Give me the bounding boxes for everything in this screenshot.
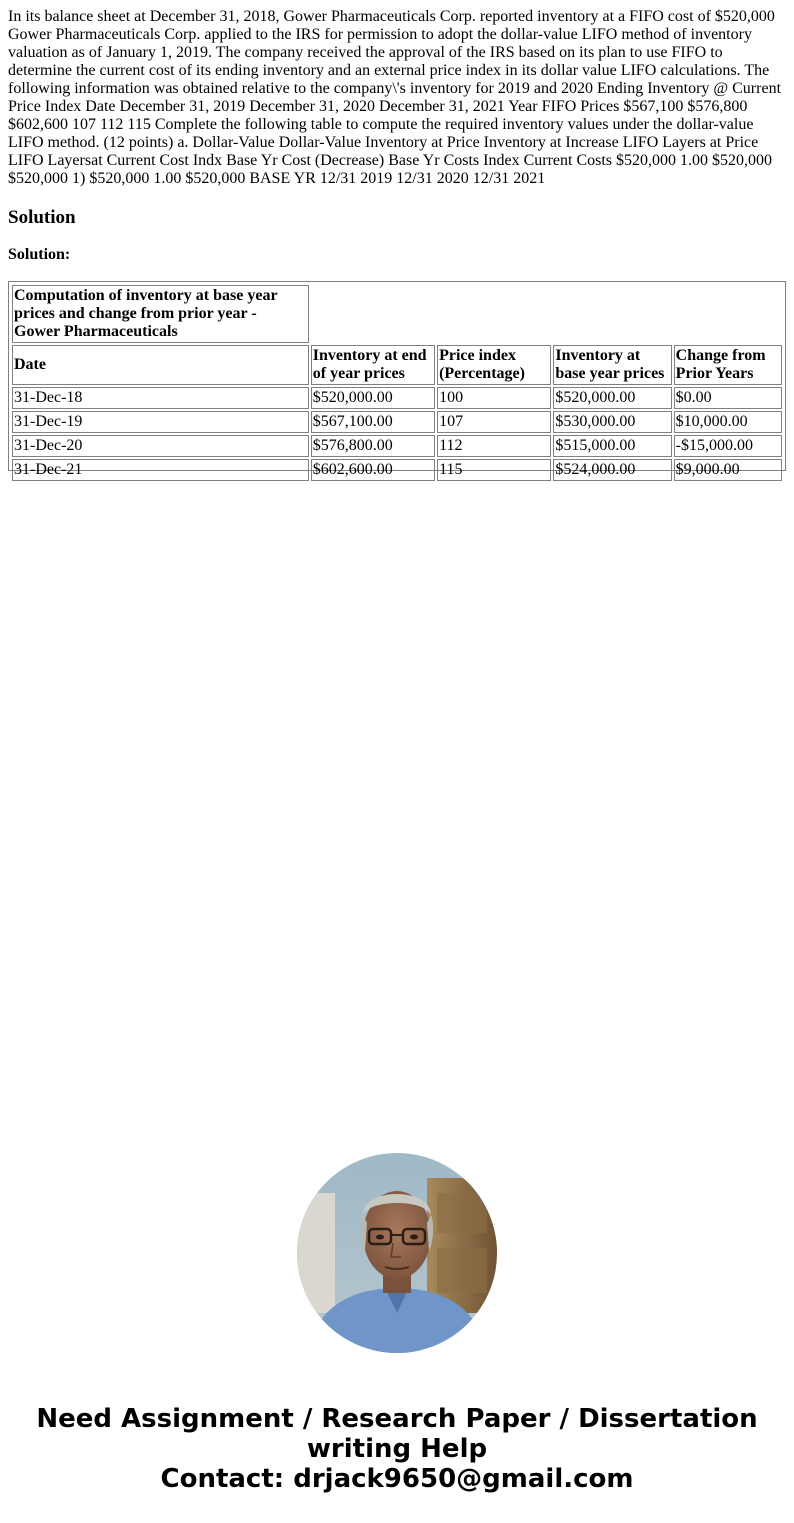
header-price-index: Price index (Percentage) xyxy=(437,345,551,385)
cell-date: 31-Dec-19 xyxy=(12,411,309,433)
table-row xyxy=(12,435,782,457)
cell-price-index: 100 xyxy=(437,387,551,409)
cell-date: 31-Dec-20 xyxy=(12,435,309,457)
table-row xyxy=(12,387,782,409)
author-avatar xyxy=(297,1153,497,1353)
ad-contact: Contact: drjack9650@gmail.com xyxy=(160,1464,634,1494)
cell-price-index: 115 xyxy=(437,459,551,481)
cell-date: 31-Dec-21 xyxy=(12,459,309,481)
assignment-help-ad xyxy=(0,1404,794,1494)
inventory-table xyxy=(10,283,784,483)
solution-label: Solution: xyxy=(8,246,71,263)
table-caption-row xyxy=(12,285,782,343)
cell-change: $0.00 xyxy=(674,387,782,409)
cell-price-index: 107 xyxy=(437,411,551,433)
cell-change: -$15,000.00 xyxy=(674,435,782,457)
cell-date: 31-Dec-18 xyxy=(12,387,309,409)
solution-table-container xyxy=(8,281,786,478)
ad-line-1: Need Assignment / Research Paper / Dissertation xyxy=(36,1404,758,1434)
author-portrait-image xyxy=(297,1153,497,1353)
ad-line-2: writing Help xyxy=(306,1434,488,1464)
header-change: Change from Prior Years xyxy=(674,345,782,385)
question-text: In its balance sheet at December 31, 2018, Gower Pharmaceuticals Corp. reported inventory at a FIFO cost of $520,000 Gower Pharmaceuticals Corp. applied to the IRS for permission to adopt the dollar-value LIFO method of inventory valuation as of January 1, 2019. The company received the approval of the IRS based on its plan to use FIFO to determine the current cost of its ending inventory and an external price index in its dollar value LIFO calculations. The following information was obtained relative to the company\'s inventory for 2019 and 2020 Ending Inventory @ Current Price Index Date December 31, 2019 December 31, 2020 December 31, 2021 Year FIFO Prices $567,100 $576,800 $602,600 107 112 115 Complete the following table to compute the required inventory values under the dollar-value LIFO method. (12 points) a. Dollar-Value Dollar-Value Inventory at Price Inventory at Increase LIFO Layers at Price LIFO Layersat Current Cost Indx Base Yr Cost (Decrease) Base Yr Costs Index Current Costs $520,000 1.00 $520,000 $520,000 1) $520,000 1.00 $520,000 BASE YR 12/31 2019 12/31 2020 12/31 2021 xyxy=(8,8,782,187)
table-header-row xyxy=(12,345,782,385)
cell-inventory-base: $524,000.00 xyxy=(553,459,671,481)
cell-change: $9,000.00 xyxy=(674,459,782,481)
cell-inventory-end: $567,100.00 xyxy=(311,411,435,433)
table-row xyxy=(12,459,782,481)
cell-inventory-base: $530,000.00 xyxy=(553,411,671,433)
cell-inventory-end: $520,000.00 xyxy=(311,387,435,409)
cell-inventory-base: $520,000.00 xyxy=(553,387,671,409)
cell-inventory-base: $515,000.00 xyxy=(553,435,671,457)
caption-spacer xyxy=(311,285,782,343)
cell-price-index: 112 xyxy=(437,435,551,457)
cell-inventory-end: $576,800.00 xyxy=(311,435,435,457)
table-row xyxy=(12,411,782,433)
cell-inventory-end: $602,600.00 xyxy=(311,459,435,481)
header-date: Date xyxy=(12,345,309,385)
table-caption: Computation of inventory at base year prices and change from prior year - Gower Pharmaceuticals xyxy=(12,285,309,343)
header-inventory-end: Inventory at end of year prices xyxy=(311,345,435,385)
solution-heading: Solution xyxy=(8,207,76,228)
cell-change: $10,000.00 xyxy=(674,411,782,433)
header-inventory-base: Inventory at base year prices xyxy=(553,345,671,385)
